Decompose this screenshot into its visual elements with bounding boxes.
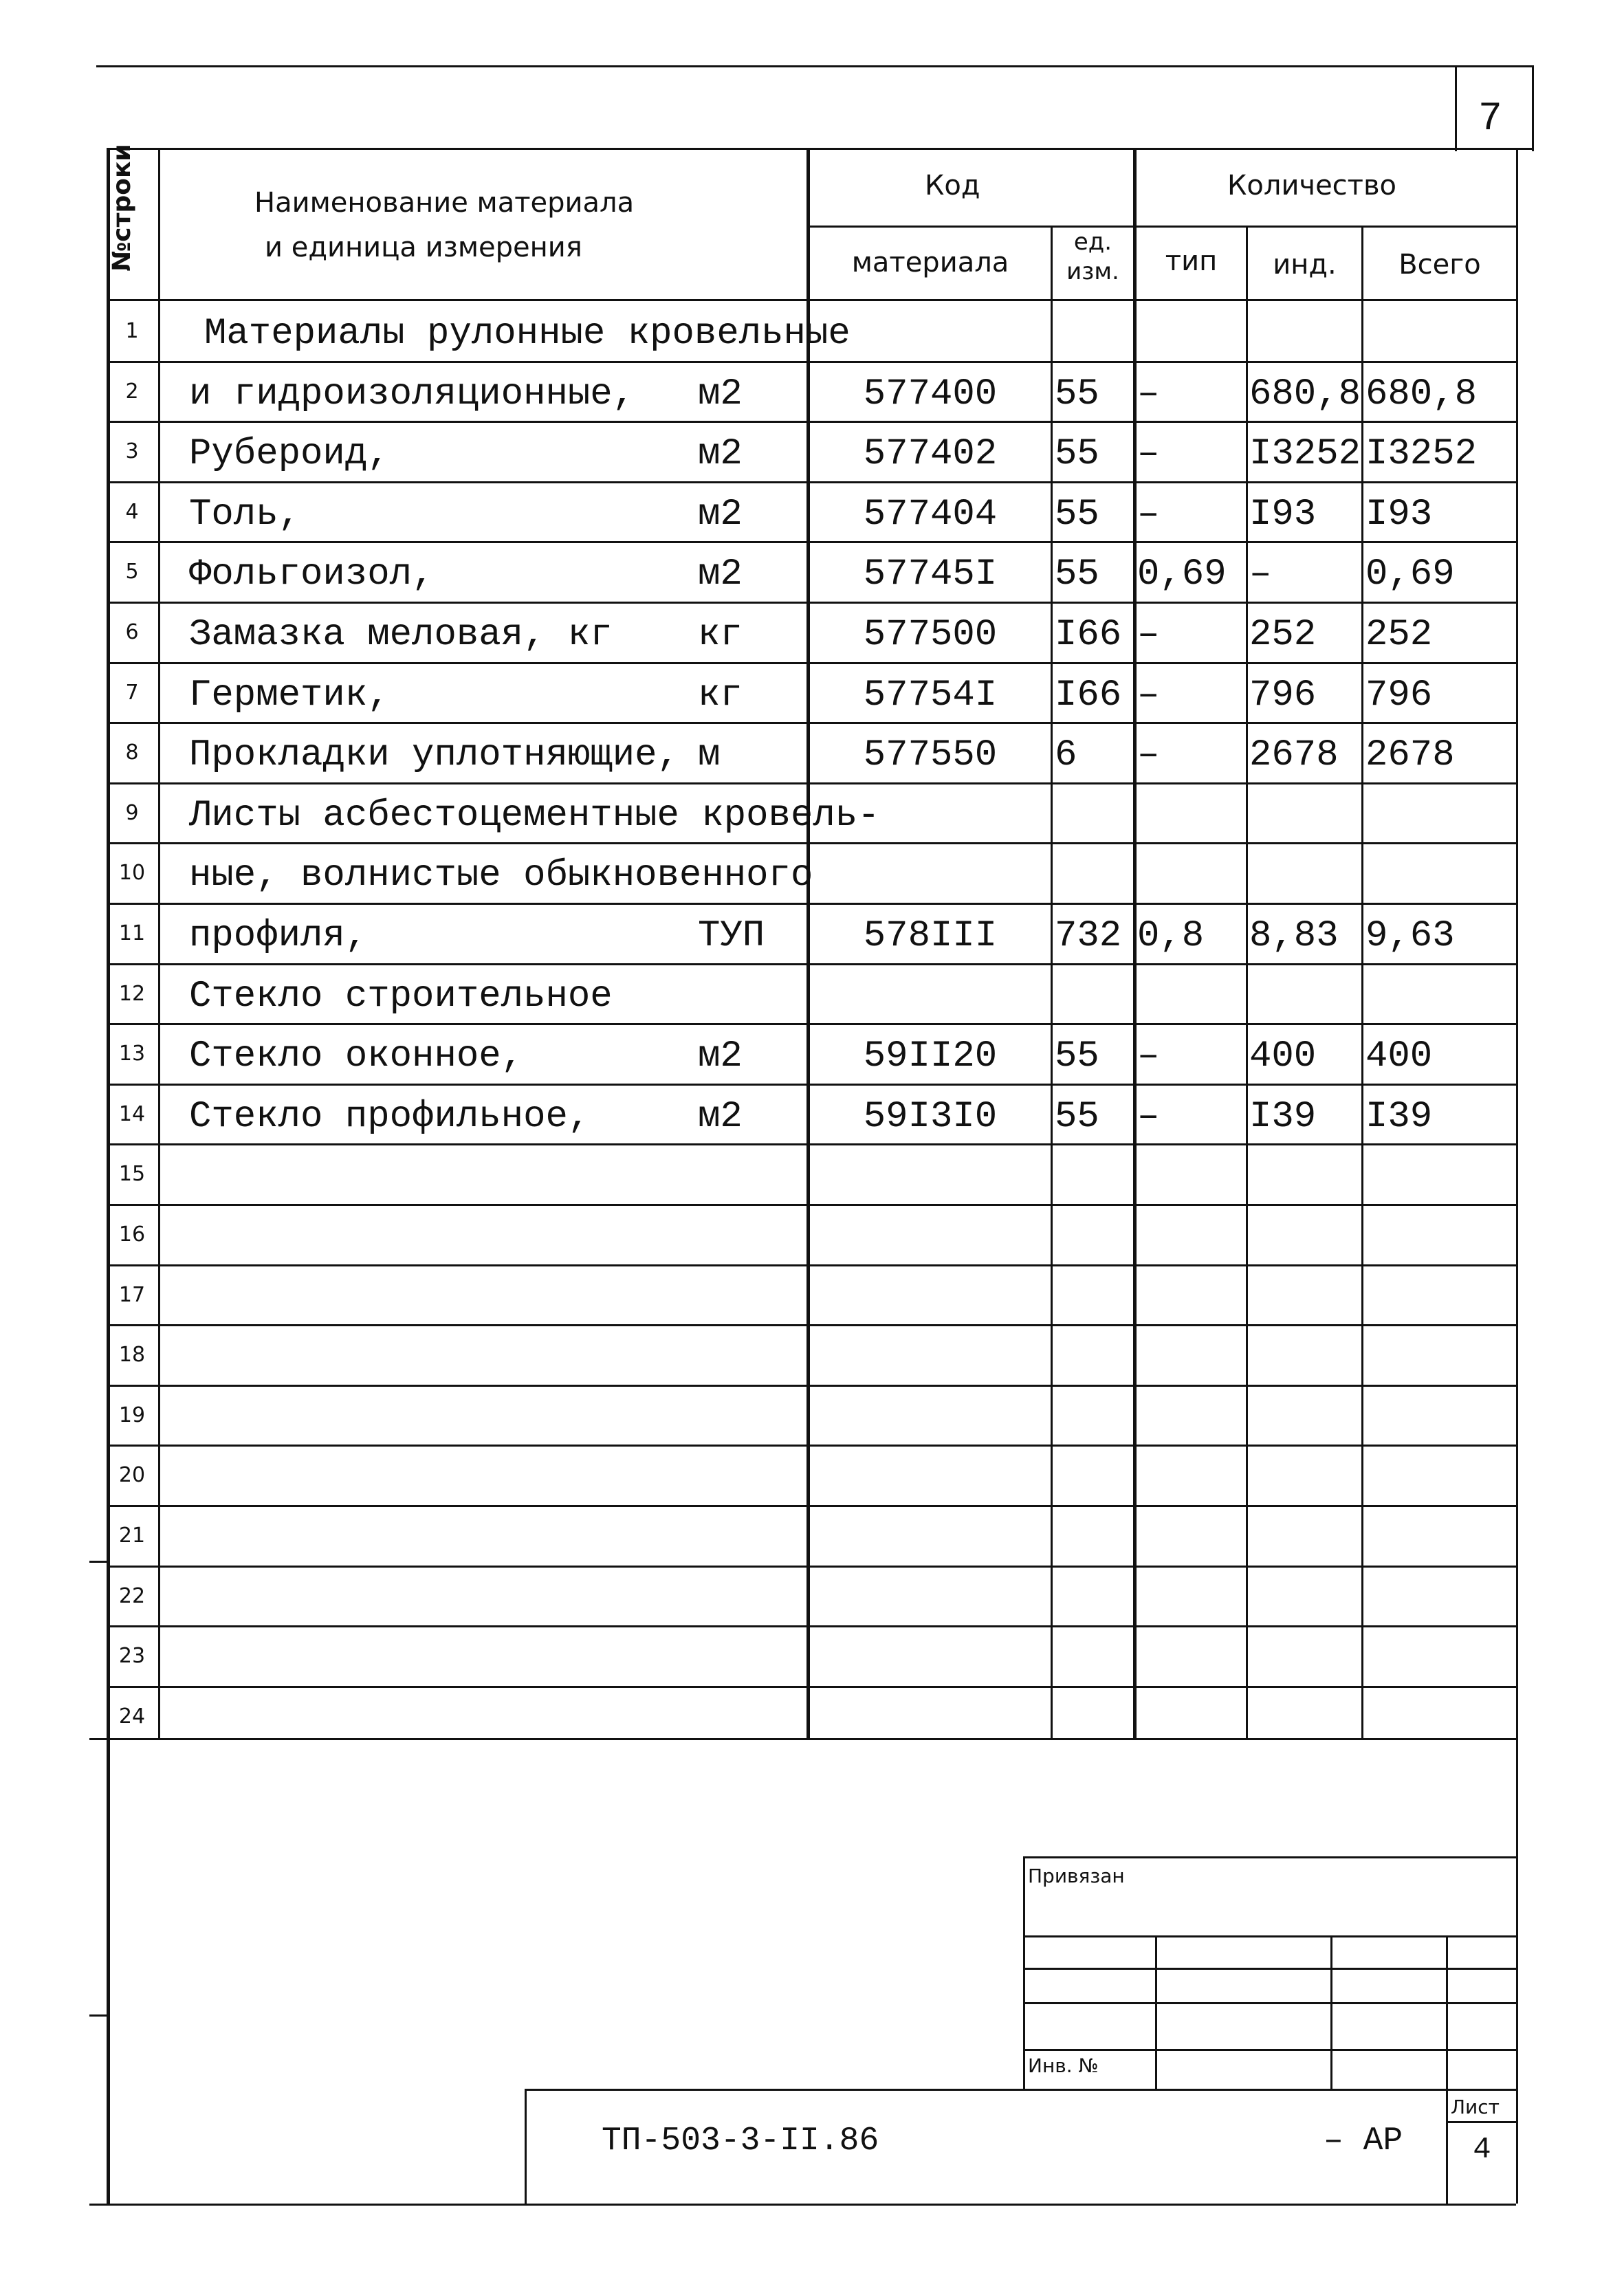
stamp-grid-line-2 — [1023, 1968, 1516, 1970]
cell-unit: 6 — [1055, 737, 1077, 774]
frame-left — [107, 148, 110, 2204]
margin-tick — [89, 1561, 107, 1563]
row-separator — [107, 481, 1516, 483]
cell-ind: – — [1249, 556, 1272, 593]
cell-ind: 8,83 — [1249, 918, 1339, 955]
cell-ind: I3252 — [1249, 436, 1361, 473]
row-separator — [107, 842, 1516, 844]
stamp-grid-line-4 — [1023, 2049, 1516, 2051]
cell-unit: 55 — [1055, 436, 1099, 473]
unit-label: ТУП — [698, 915, 765, 957]
type-header: тип — [1165, 245, 1218, 277]
row-number: 23 — [118, 1644, 146, 1668]
material-header: материала — [851, 247, 1009, 278]
row-number: 4 — [125, 500, 139, 524]
cell-total: I93 — [1365, 496, 1433, 534]
code-header: Код — [925, 170, 980, 201]
material-name: Герметик, — [189, 674, 390, 716]
row-separator — [107, 1023, 1516, 1025]
row-number-header: №строки — [108, 144, 136, 272]
row-separator — [107, 782, 1516, 784]
cell-unit: I66 — [1055, 617, 1122, 654]
cell-code: 57754I — [863, 677, 998, 714]
top-border — [96, 65, 1533, 67]
cell-unit: 55 — [1055, 556, 1099, 593]
cell-total: 400 — [1365, 1038, 1433, 1075]
cell-code: 577500 — [863, 617, 998, 654]
cell-unit: 55 — [1055, 376, 1099, 413]
name-header-line1: Наименование материала — [254, 187, 635, 219]
material-name: Стекло строительное — [189, 976, 613, 1018]
row-separator — [107, 1625, 1516, 1627]
material-name: Листы асбестоцементные кровель- — [189, 795, 880, 837]
cell-code: 578III — [863, 918, 998, 955]
stamp-grid-v1 — [1155, 1935, 1157, 2090]
col-line-code — [1051, 226, 1053, 1739]
cell-code: 577400 — [863, 376, 998, 413]
row-separator — [107, 662, 1516, 664]
row-number: 1 — [125, 319, 139, 343]
doc-code-top-line — [525, 2089, 1516, 2091]
cell-unit: 55 — [1055, 1038, 1099, 1075]
material-name: Толь, — [189, 494, 301, 536]
col-line-rowno — [158, 148, 160, 1739]
cell-type: – — [1137, 617, 1160, 654]
row-number: 3 — [125, 439, 139, 463]
page-number-box-right — [1532, 65, 1534, 151]
sheet-label: Лист — [1451, 2096, 1500, 2118]
margin-tick — [89, 2014, 107, 2017]
name-header-line2: и единица измерения — [265, 232, 582, 263]
row-separator — [107, 1445, 1516, 1447]
material-name: Стекло профильное, — [189, 1096, 591, 1138]
stamp-grid-v3 — [1446, 1935, 1448, 2090]
stamp-left-line — [1023, 1856, 1025, 2090]
unit-label: м2 — [698, 433, 743, 475]
unit-label: м2 — [698, 1035, 743, 1077]
cell-ind: I93 — [1249, 496, 1317, 534]
document-code: ТП-503-3-II.86 — [602, 2122, 879, 2160]
col-line-unit — [1133, 148, 1137, 1739]
cell-type: – — [1137, 737, 1160, 774]
row-separator — [107, 963, 1516, 965]
cell-code: 577550 — [863, 737, 998, 774]
row-number: 18 — [118, 1343, 146, 1367]
row-separator — [107, 421, 1516, 423]
row-number: 14 — [118, 1102, 146, 1126]
row-separator — [107, 722, 1516, 724]
cell-type: – — [1137, 677, 1160, 714]
cell-type: – — [1137, 1099, 1160, 1136]
row-number: 22 — [118, 1584, 146, 1608]
doc-code-left-line — [525, 2089, 527, 2206]
material-name: Стекло оконное, — [189, 1035, 524, 1077]
col-line-type — [1246, 226, 1248, 1739]
row-number: 5 — [125, 560, 139, 584]
cell-type: – — [1137, 436, 1160, 473]
row-separator — [107, 541, 1516, 543]
unit-header-2: изм. — [1066, 258, 1119, 285]
unit-label: кг — [698, 614, 743, 656]
material-name: профиля, — [189, 915, 368, 957]
cell-code: 57745I — [863, 556, 998, 593]
cell-code: 59II20 — [863, 1038, 998, 1075]
row-number: 13 — [118, 1042, 146, 1066]
cell-total: 0,69 — [1365, 556, 1455, 593]
quantity-header: Количество — [1227, 170, 1397, 201]
cell-unit: I66 — [1055, 677, 1122, 714]
row-number: 2 — [125, 380, 139, 404]
row-separator — [107, 1566, 1516, 1568]
cell-type: – — [1137, 376, 1160, 413]
ind-header: инд. — [1273, 249, 1337, 281]
sheet-number: 4 — [1473, 2133, 1491, 2167]
cell-type: – — [1137, 496, 1160, 534]
row-number: 16 — [118, 1222, 146, 1247]
row-number: 15 — [118, 1162, 146, 1186]
row-separator — [107, 361, 1516, 363]
stamp-grid-line-3 — [1023, 2002, 1516, 2004]
row-number: 10 — [118, 861, 146, 885]
material-name: Рубероид, — [189, 433, 390, 475]
row-separator — [107, 1324, 1516, 1326]
row-separator — [107, 1204, 1516, 1206]
sheet-box-divider — [1446, 2121, 1516, 2123]
cell-type: 0,8 — [1137, 918, 1205, 955]
material-name: и гидроизоляционные, — [189, 373, 635, 415]
row-number: 20 — [118, 1463, 146, 1487]
stamp-grid-v2 — [1330, 1935, 1332, 2090]
cell-ind: 680,8 — [1249, 376, 1361, 413]
row-number: 21 — [118, 1524, 146, 1548]
cell-total: 680,8 — [1365, 376, 1478, 413]
cell-ind: 252 — [1249, 617, 1317, 654]
cell-total: I39 — [1365, 1099, 1433, 1136]
page-number-box-left — [1455, 65, 1457, 151]
row-separator — [107, 903, 1516, 905]
material-name: Замазка меловая, кг — [189, 614, 613, 656]
row-separator — [107, 1084, 1516, 1086]
cell-total: 2678 — [1365, 737, 1455, 774]
row-number: 9 — [125, 801, 139, 825]
cell-type: – — [1137, 1038, 1160, 1075]
unit-header-1: ед. — [1073, 228, 1112, 256]
unit-label: м2 — [698, 1096, 743, 1138]
cell-code: 577402 — [863, 436, 998, 473]
header-mid-line — [808, 226, 1516, 228]
row-number: 8 — [125, 740, 139, 765]
material-name: Материалы рулонные кровельные — [204, 313, 851, 355]
cell-unit: 55 — [1055, 496, 1099, 534]
cell-unit: 732 — [1055, 918, 1122, 955]
row-number: 11 — [118, 921, 146, 945]
cell-ind: 400 — [1249, 1038, 1317, 1075]
cell-ind: 796 — [1249, 677, 1317, 714]
row-number: 17 — [118, 1283, 146, 1307]
unit-label: м2 — [698, 494, 743, 536]
cell-total: 9,63 — [1365, 918, 1455, 955]
row-separator — [107, 1143, 1516, 1145]
total-header: Всего — [1398, 249, 1481, 281]
cell-ind: I39 — [1249, 1099, 1317, 1136]
row-number: 24 — [118, 1704, 146, 1728]
cell-code: 59I3I0 — [863, 1099, 998, 1136]
cell-code: 577404 — [863, 496, 998, 534]
row-number: 7 — [125, 681, 139, 705]
row-separator — [107, 1686, 1516, 1688]
cell-type: 0,69 — [1137, 556, 1227, 593]
row-number: 12 — [118, 982, 146, 1006]
frame-right — [1516, 148, 1518, 2204]
unit-label: м2 — [698, 553, 743, 595]
inventory-label: Инв. № — [1028, 2054, 1099, 2077]
table-bottom-line — [89, 1738, 1516, 1740]
unit-label: м2 — [698, 373, 743, 415]
row-separator — [107, 602, 1516, 604]
unit-label: м — [698, 734, 721, 776]
material-name: Прокладки уплотняющие, — [189, 734, 679, 776]
page-number: 7 — [1478, 97, 1502, 142]
row-separator — [107, 1264, 1516, 1266]
material-name: Фольгоизол, — [189, 553, 435, 595]
stamp-grid-line-1 — [1023, 1935, 1516, 1937]
row-separator — [107, 1505, 1516, 1507]
material-name: ные, волнистые обыкновенного — [189, 855, 813, 897]
row-number: 19 — [118, 1403, 146, 1427]
row-separator — [107, 1385, 1516, 1387]
frame-bottom — [89, 2204, 1516, 2206]
cell-total: 252 — [1365, 617, 1433, 654]
row-number: 6 — [125, 620, 139, 644]
cell-ind: 2678 — [1249, 737, 1339, 774]
table-top-border — [107, 148, 1532, 150]
bound-label: Привязан — [1028, 1865, 1125, 1887]
cell-total: 796 — [1365, 677, 1433, 714]
header-bottom-line — [107, 299, 1516, 301]
cell-unit: 55 — [1055, 1099, 1099, 1136]
stamp-top-line — [1023, 1856, 1516, 1858]
col-line-ind — [1361, 226, 1363, 1739]
cell-total: I3252 — [1365, 436, 1478, 473]
section-code: – АР — [1324, 2122, 1403, 2160]
unit-label: кг — [698, 674, 743, 716]
